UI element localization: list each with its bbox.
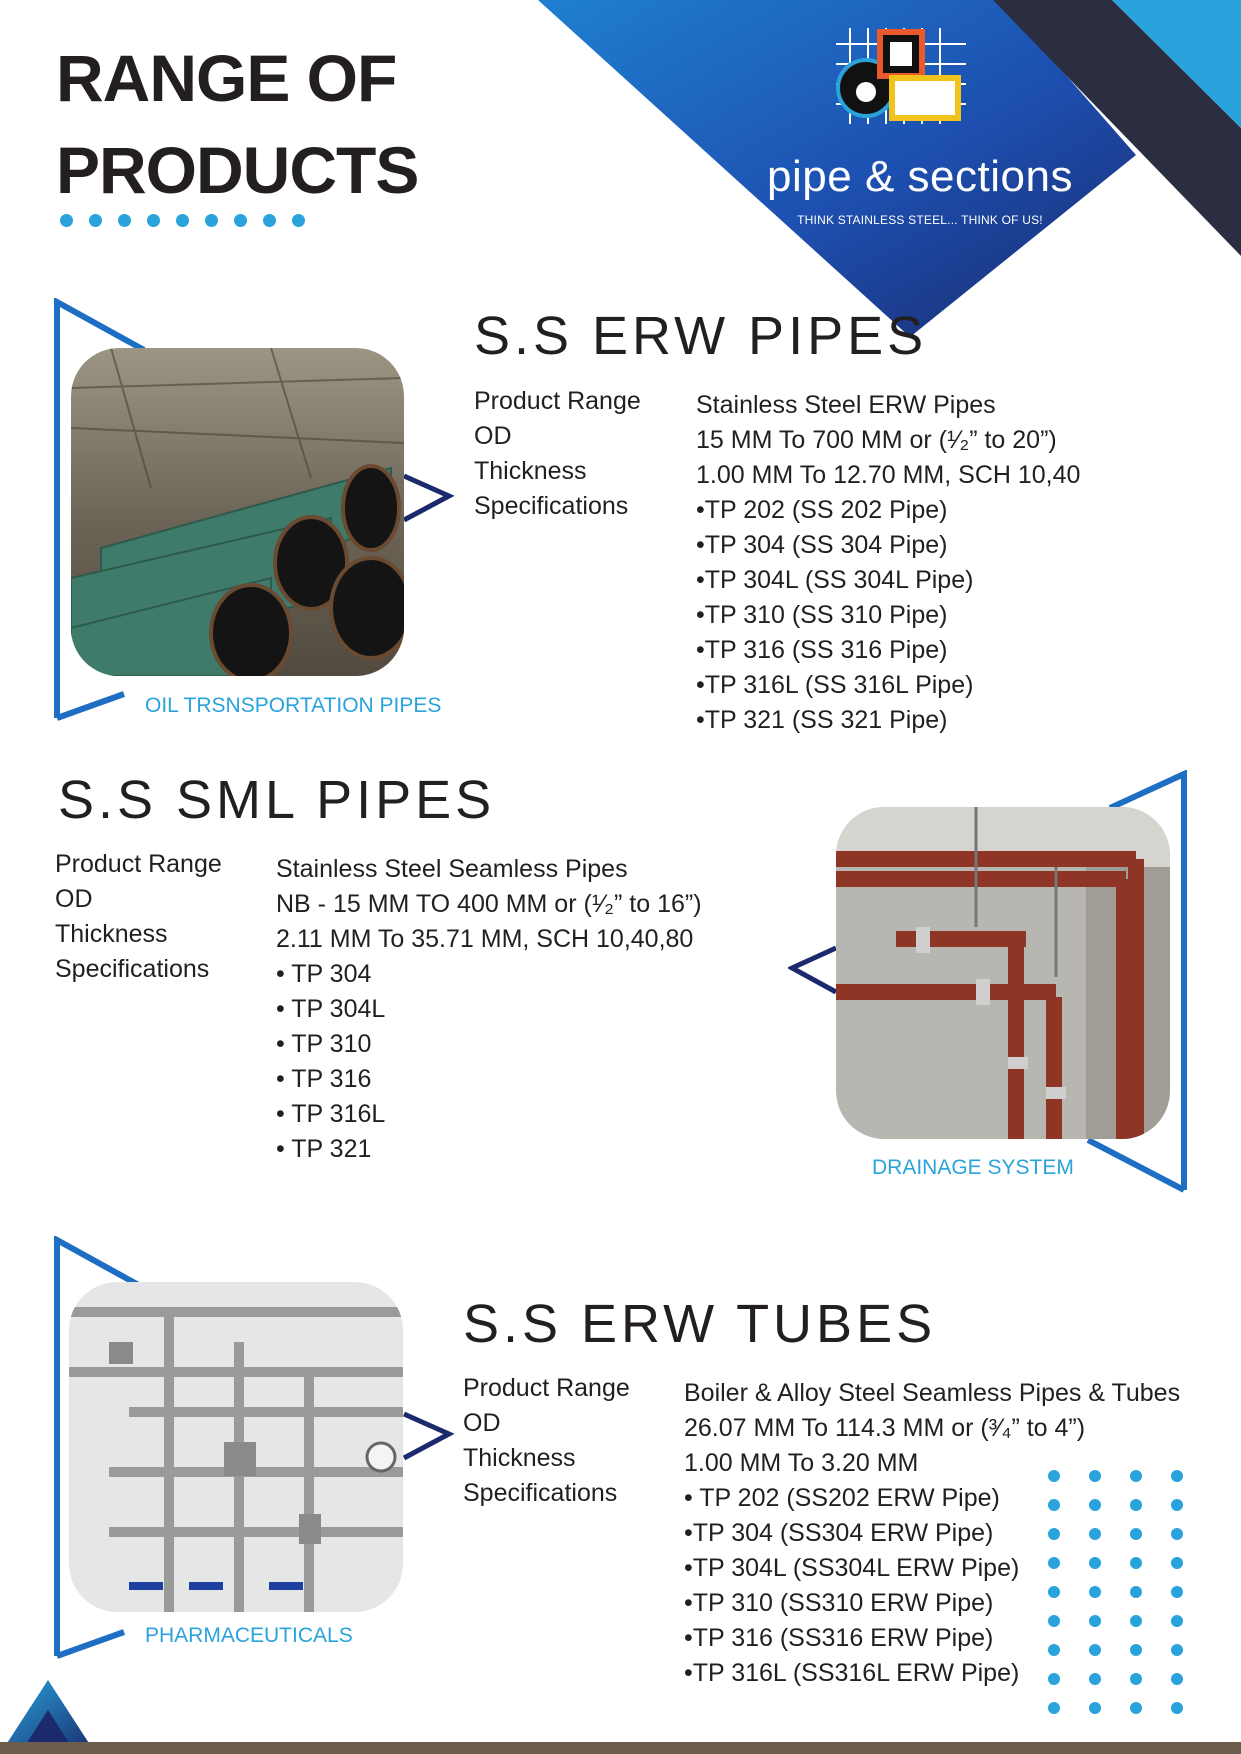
spec-item: •TP 304L (SS304L ERW Pipe) [684,1554,1020,1582]
value-product-range: Stainless Steel Seamless Pipes [276,855,628,883]
value-od: 26.07 MM To 114.3 MM or (³⁄₄” to 4”) [684,1414,1086,1442]
spec-item: • TP 316L [276,1100,386,1128]
page-title: RANGE OF PRODUCTS [56,41,419,207]
pharmaceuticals-photo [69,1282,403,1612]
label-product-range: Product Range [474,387,641,415]
value-product-range: Boiler & Alloy Steel Seamless Pipes & Tubes [684,1379,1181,1407]
value-od: NB - 15 MM TO 400 MM or (¹⁄₂” to 16”) [276,890,702,918]
spec-item: • TP 304 [276,960,372,988]
label-od: OD [55,885,93,913]
spec-item: •TP 304L (SS 304L Pipe) [696,566,974,594]
spec-item: • TP 310 [276,1030,372,1058]
title-dot-divider [60,214,305,227]
spec-item: •TP 310 (SS310 ERW Pipe) [684,1589,994,1617]
value-thickness: 1.00 MM To 3.20 MM [684,1449,919,1477]
spec-item: • TP 304L [276,995,386,1023]
label-thickness: Thickness [474,457,587,485]
brand-name: pipe & sections [767,152,1073,201]
spec-item: •TP 321 (SS 321 Pipe) [696,706,948,734]
brand-logo-icon [830,22,990,132]
label-thickness: Thickness [55,920,168,948]
erw-tubes-title: S.S ERW TUBES [463,1294,937,1354]
value-thickness: 2.11 MM To 35.71 MM, SCH 10,40,80 [276,925,694,953]
sml-pipes-values [276,852,702,1167]
erw-tubes-caption: PHARMACEUTICALS [145,1624,353,1647]
spec-item: • TP 316 [276,1065,372,1093]
sml-pipes-caption: DRAINAGE SYSTEM [872,1156,1074,1179]
erw-pipes-title: S.S ERW PIPES [474,306,928,366]
footer-bar [0,1742,1241,1754]
label-specifications: Specifications [474,492,629,520]
value-product-range: Stainless Steel ERW Pipes [696,391,996,419]
value-thickness: 1.00 MM To 12.70 MM, SCH 10,40 [696,461,1081,489]
spec-item: •TP 316L (SS316L ERW Pipe) [684,1659,1020,1687]
erw-pipes-labels [474,384,641,524]
spec-item: •TP 310 (SS 310 Pipe) [696,601,948,629]
sml-pipes-labels [55,847,222,987]
spec-item: • TP 321 [276,1135,372,1163]
value-od: 15 MM To 700 MM or (¹⁄₂” to 20”) [696,426,1057,454]
label-specifications: Specifications [55,955,210,983]
sml-pipes-title: S.S SML PIPES [58,770,496,830]
label-product-range: Product Range [463,1374,630,1402]
spec-item: • TP 202 (SS202 ERW Pipe) [684,1484,1000,1512]
spec-item: •TP 304 (SS304 ERW Pipe) [684,1519,994,1547]
label-od: OD [474,422,512,450]
label-thickness: Thickness [463,1444,576,1472]
erw-tubes-labels [463,1371,630,1511]
brand-tagline: THINK STAINLESS STEEL... THINK OF US! [797,213,1043,227]
label-product-range: Product Range [55,850,222,878]
label-od: OD [463,1409,501,1437]
spec-item: •TP 316 (SS 316 Pipe) [696,636,948,664]
label-specifications: Specifications [463,1479,618,1507]
spec-item: •TP 316 (SS316 ERW Pipe) [684,1624,994,1652]
oil-pipes-photo [71,348,404,676]
drainage-photo [836,807,1170,1139]
spec-item: •TP 202 (SS 202 Pipe) [696,496,948,524]
decorative-dot-grid [1048,1470,1183,1714]
erw-pipes-values [696,388,1080,738]
erw-pipes-caption: OIL TRSNSPORTATION PIPES [145,694,442,717]
spec-item: •TP 304 (SS 304 Pipe) [696,531,948,559]
spec-item: •TP 316L (SS 316L Pipe) [696,671,974,699]
